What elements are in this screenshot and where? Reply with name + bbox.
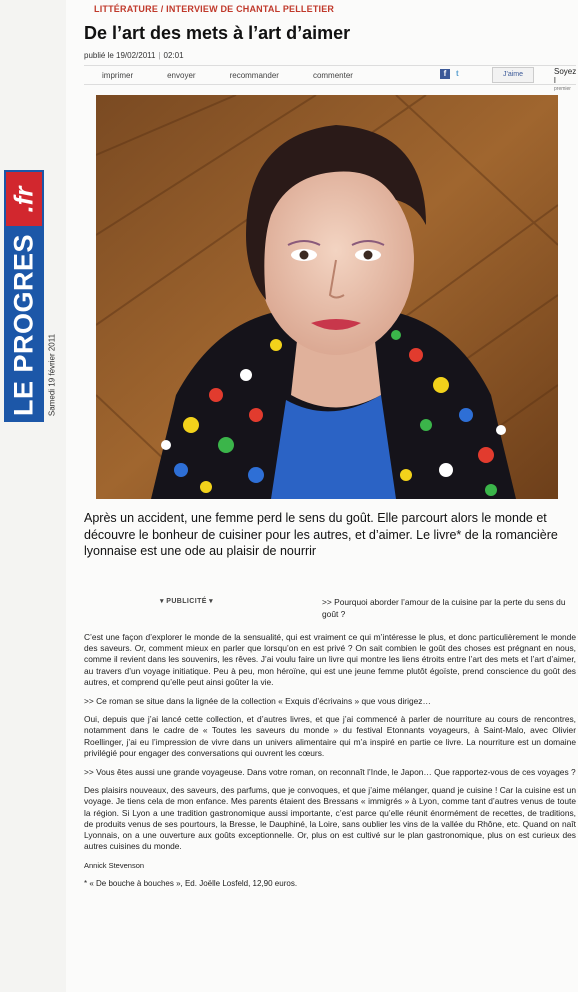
edition-date xyxy=(44,310,60,440)
recommend-link[interactable]: recommander xyxy=(229,70,279,80)
send-link[interactable]: envoyer xyxy=(167,70,196,80)
separator: | xyxy=(158,51,161,60)
question-1: >> Pourquoi aborder l’amour de la cuisine par la perte du sens du goût ? xyxy=(322,597,566,619)
publish-time: 02:01 xyxy=(163,51,184,60)
advertisement-label: ▾ PUBLICITÉ ▾ xyxy=(160,598,214,605)
author-signature: Annick Stevenson xyxy=(84,861,145,871)
share-icons xyxy=(440,69,466,79)
logo-fr-badge xyxy=(6,172,42,226)
newspaper-logo xyxy=(4,170,44,422)
logo-suffix: .fr xyxy=(8,186,39,212)
portrait-illustration xyxy=(96,95,558,499)
like-button[interactable]: J'aime xyxy=(492,67,534,83)
follow-label: Soyez l xyxy=(554,67,577,85)
ad-label-text: PUBLICITÉ xyxy=(166,598,207,605)
question-3: >> Vous êtes aussi une grande voyageuse. Dans votre roman, on reconnaît l’Inde, le Japon… Que rapportez-vous de ces voyages ? xyxy=(84,767,576,778)
publish-info xyxy=(84,51,184,60)
print-link[interactable]: imprimer xyxy=(102,70,134,80)
answer-3: Des plaisirs nouveaux, des saveurs, des parfums, que je convoques, et que j’aime mélanger, quand je cuisine ! Car la cuisine est un voyage. Je tiens cela de mon enfance. Mes parents étaient des Bressans « immigrés » à Lyon, comme tant d’autres venus de toute la région. Si Lyon a une tradition gastronomique aussi importante, c’est parce qu’elle réunit énormément de recettes, de traditions, de produits venus de ses pourtours, la Bresse, le Dauphiné, la Loire, sans oublier les vins de la vallée du Rhône, etc. Quand on naît Lyonnais, on a une ouverture aux goûts exceptionnelle. Or, plus on est cultivé sur le plan gastronomique, plus on est curieux des autres cuisines du monde. xyxy=(84,785,576,852)
follow-sub: premier xyxy=(554,86,571,92)
facebook-icon[interactable]: f xyxy=(440,69,450,79)
edition-date-text: Samedi 19 février 2011 xyxy=(47,333,57,417)
publish-date: publié le 19/02/2011 xyxy=(84,51,156,60)
portrait-photo xyxy=(96,95,558,499)
article-lede: Après un accident, une femme perd le sens du goût. Elle parcourt alors le monde et découvre le bonheur de cuisiner pour les autres, et d’aimer. Le livre* de la romancière lyonnaise est une ode au plaisir de nourrir xyxy=(84,511,558,558)
answer-2: Oui, depuis que j’ai lancé cette collection, et d’autres livres, et que j’ai commencé à parler de nourriture au cours de rencontres, notamment dans le cadre de « Toutes les saveurs du monde » du festival Etonnants voyageurs, à Saint-Malo, avec Olivier Roellinger, j’ai eu l’impression de vivre dans un univers alimentaire qui m’a inspiré en partie ce livre. La nourriture est un domaine privilégié pour engager des conversations qui ouvrent les cœurs. xyxy=(84,714,576,758)
article-rubric: LITTÉRATURE / INTERVIEW DE CHANTAL PELLETIER xyxy=(94,4,335,14)
newspaper-masthead xyxy=(0,110,64,510)
question-2: >> Ce roman se situe dans la lignée de la collection « Exquis d’écrivains » que vous dirigez… xyxy=(84,696,431,707)
article-toolbar xyxy=(84,65,577,92)
article-page xyxy=(66,0,578,992)
logo-main-text: LE PROGRES xyxy=(8,233,39,417)
book-footnote: * « De bouche à bouches », Ed. Joëlle Losfeld, 12,90 euros. xyxy=(84,878,298,888)
article-body xyxy=(84,632,576,897)
article-title: De l’art des mets à l’art d’aimer xyxy=(84,23,351,43)
answer-1: C’est une façon d’explorer le monde de la sensualité, qui est vraiment ce qui m’intéresse le plus, et donc particulièrement le monde des saveurs. Or, comment mieux en parler que lorsqu’on en est privé ? On sait combien le goût des choses est prégnant en nous, comme il revient dans les souvenirs, les rêves. J’ai voulu faire un livre qui montre les liens étroits entre l’art des mets et l’art d’aimer, au travers d’un voyage initiatique. Peu à peu, mon héroïne, qui est une jeune femme plutôt égoïste, prend conscience du goût des autres, et comprend qu’elle peut ainsi goûter la vie. xyxy=(84,632,576,687)
logo-brand xyxy=(4,230,44,420)
comment-link[interactable]: commenter xyxy=(312,70,353,80)
twitter-icon[interactable]: t xyxy=(456,69,459,78)
follow-prompt[interactable] xyxy=(554,67,576,94)
